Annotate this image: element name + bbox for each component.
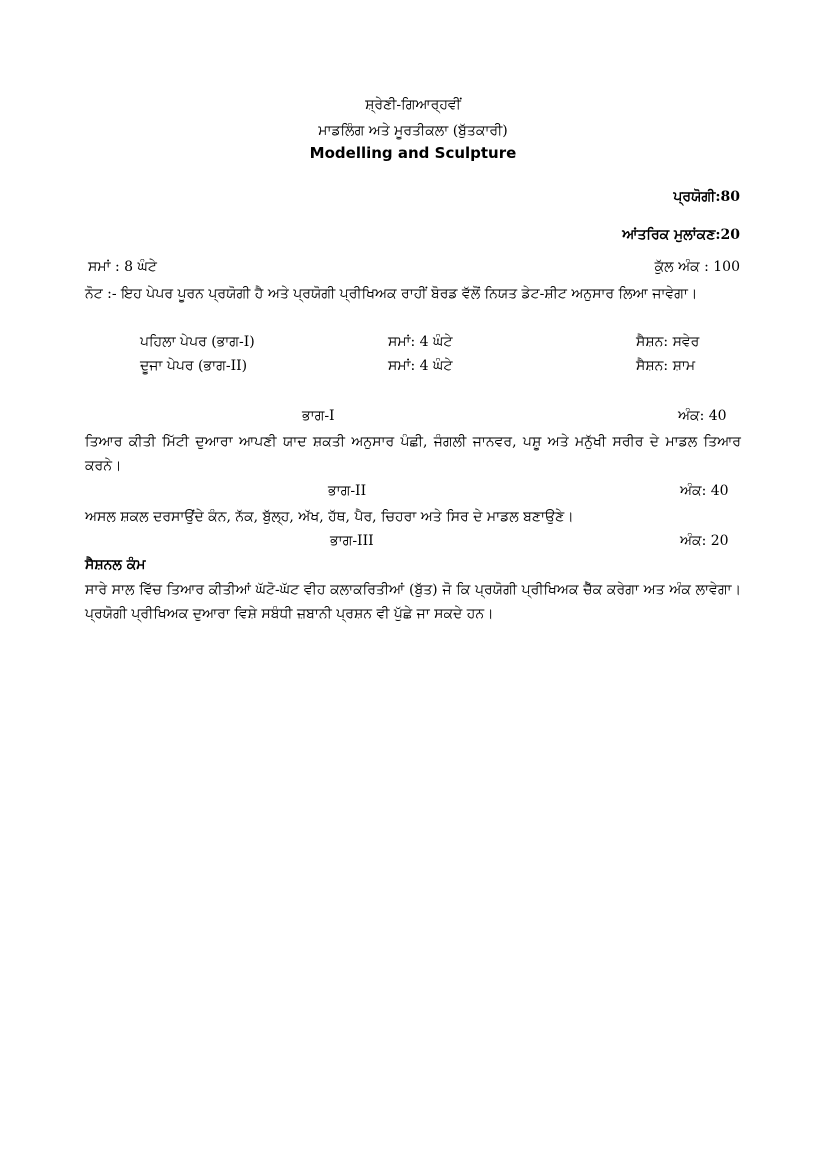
paper-1-time: ਸਮਾਂ: 4 ਘੰਟੇ xyxy=(388,334,453,350)
part-2-marks: ਅੰਕ: 40 xyxy=(680,483,729,499)
paper-2-name: ਦੂਜਾ ਪੇਪਰ (ਭਾਗ-II) xyxy=(140,358,248,374)
paper-1-name: ਪਹਿਲਾ ਪੇਪਰ (ਭਾਗ-I) xyxy=(140,334,255,350)
part-3-text: ਸਾਰੇ ਸਾਲ ਵਿੱਚ ਤਿਆਰ ਕੀਤੀਆਂ ਘੱਟੋ-ਘੱਟ ਵੀਹ ਕਲਾਕਰਿਤੀਆਂ (ਬੁੱਤ) ਜੋ ਕਿ ਪ੍ਰਯੋਗੀ ਪ੍ਰੀਖਿਅਕ ਚੈੱਕ ਕਰੇਗਾ ਅਤ ਅੰਕ ਲਾਵੇਗਾ। ਪ੍ਰਯੋਗੀ ਪ੍ਰੀਖਿਅਕ ਦੁਆਰਾ ਵਿਸ਼ੇ ਸਬੰਧੀ ਜ਼ਬਾਨੀ ਪ੍ਰਸ਼ਨ ਵੀ ਪੁੱਛੇ ਜਾ ਸਕਦੇ ਹਨ। xyxy=(85,582,741,622)
total-time: ਸਮਾਂ : 8 ਘੰਟੇ xyxy=(88,259,157,275)
class-line: ਸ਼੍ਰੇਣੀ-ਗਿਆਰ੍ਹਵੀਂ xyxy=(365,97,461,113)
part-2-title: ਭਾਗ-II xyxy=(328,483,367,499)
sessional-work-heading: ਸੈਸ਼ਨਲ ਕੰਮ xyxy=(85,557,146,573)
subject-title-english: Modelling and Sculpture xyxy=(309,144,517,162)
paper-2-time: ਸਮਾਂ: 4 ਘੰਟੇ xyxy=(388,358,453,374)
note-paragraph: ਨੋਟ :- ਇਹ ਪੇਪਰ ਪੂਰਨ ਪ੍ਰਯੋਗੀ ਹੈ ਅਤੇ ਪ੍ਰਯੋਗੀ ਪ੍ਰੀਖਿਅਕ ਰਾਹੀਂ ਬੋਰਡ ਵੱਲੋਂ ਨਿਯਤ ਡੇਟ-ਸ਼ੀਟ ਅਨੁਸਾਰ ਲਿਆ ਜਾਵੇਗਾ। xyxy=(85,286,698,302)
paper-1-session: ਸੈਸ਼ਨ: ਸਵੇਰ xyxy=(636,334,700,350)
part-2-text: ਅਸਲ ਸ਼ਕਲ ਦਰਸਾਉਂਦੇ ਕੰਨ, ਨੱਕ, ਬੁੱਲ੍ਹ, ਅੱਖ, ਹੱਥ, ਪੈਰ, ਚਿਹਰਾ ਅਤੇ ਸਿਰ ਦੇ ਮਾਡਲ ਬਣਾਉਣੇ। xyxy=(85,509,574,525)
part-3-marks: ਅੰਕ: 20 xyxy=(680,533,729,549)
paper-2-session: ਸੈਸ਼ਨ: ਸ਼ਾਮ xyxy=(636,358,696,374)
part-1-marks: ਅੰਕ: 40 xyxy=(678,408,727,424)
part-1-title: ਭਾਗ-I xyxy=(302,408,335,424)
part-1-text: ਤਿਆਰ ਕੀਤੀ ਮਿੱਟੀ ਦੁਆਰਾ ਆਪਣੀ ਯਾਦ ਸ਼ਕਤੀ ਅਨੁਸਾਰ ਪੰਛੀ, ਜੰਗਲੀ ਜਾਨਵਰ, ਪਸ਼ੂ ਅਤੇ ਮਨੁੱਖੀ ਸਰੀਰ ਦੇ ਮਾਡਲ ਤਿਆਰ ਕਰਨੇ। xyxy=(85,434,741,474)
internal-assessment-marks: ਆਂਤਰਿਕ ਮੁਲਾਂਕਣ:20 xyxy=(622,227,740,243)
total-marks: ਕੁੱਲ ਅੰਕ : 100 xyxy=(654,259,740,275)
practical-marks: ਪ੍ਰਯੋਗੀ:80 xyxy=(673,189,740,205)
subject-title-punjabi: ਮਾਡਲਿੰਗ ਅਤੇ ਮੂਰਤੀਕਲਾ (ਬੁੱਤਕਾਰੀ) xyxy=(318,123,508,139)
part-3-title: ਭਾਗ-III xyxy=(330,533,374,549)
